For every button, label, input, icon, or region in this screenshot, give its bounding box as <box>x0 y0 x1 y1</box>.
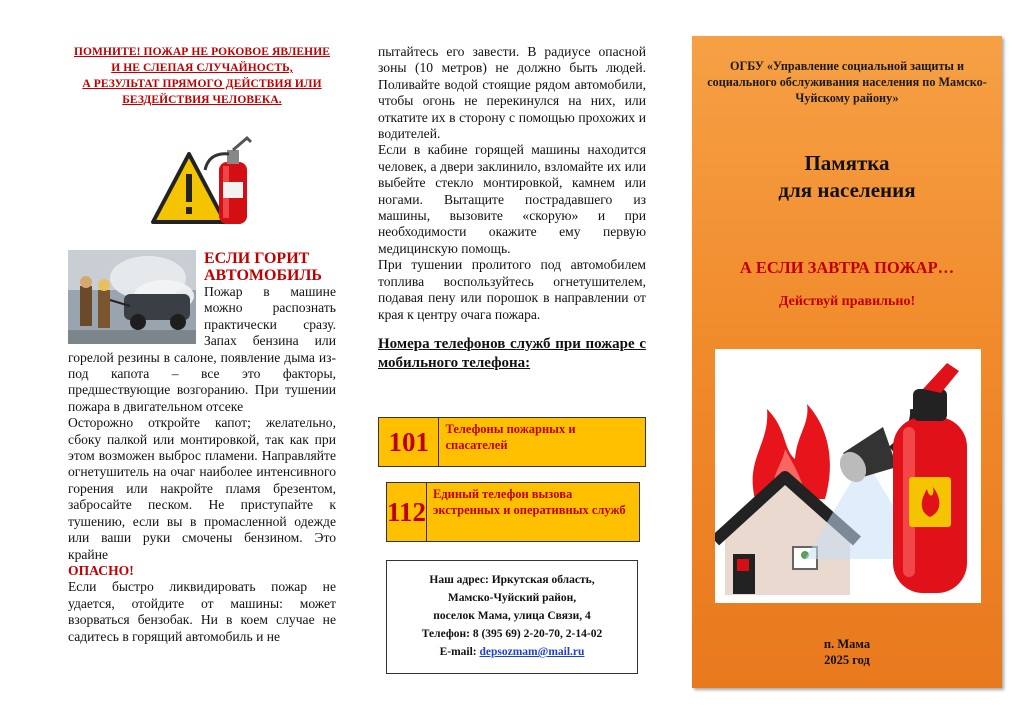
warning-extinguisher-icon <box>147 122 257 232</box>
year: 2025 год <box>824 653 870 667</box>
phones-title: Номера телефонов служб при пожаре с мобильного телефона: <box>378 335 646 371</box>
car-paragraph-2 <box>68 415 336 563</box>
left-column <box>68 44 336 645</box>
warning-line: И НЕ СЛЕПАЯ СЛУЧАЙНОСТЬ, <box>111 62 293 74</box>
address-email-row <box>387 643 637 661</box>
organization-name: ОГБУ «Управление социальной защиты и социального обслуживания населения по Мамско-Чуйскому району» <box>707 59 987 105</box>
car-title-line: ЕСЛИ ГОРИТ <box>204 250 310 267</box>
cover-headline: А ЕСЛИ ЗАВТРА ПОЖАР… <box>739 258 955 277</box>
address-line: Мамско-Чуйский район, <box>447 592 577 604</box>
email-link[interactable]: depsozmam@mail.ru <box>479 646 585 658</box>
memo-title <box>692 150 1002 204</box>
cover-footer <box>692 636 1002 668</box>
address-line: поселок Мама, улица Связи, 4 <box>433 610 591 622</box>
warning-heading <box>68 44 336 108</box>
house-fire-extinguisher-illustration <box>715 349 981 603</box>
memo-title-line: для населения <box>778 178 916 202</box>
car-fire-section <box>68 250 336 645</box>
middle-column <box>378 44 646 373</box>
car-title-line: АВТОМОБИЛЬ <box>204 267 322 284</box>
middle-paragraph-3: При тушении пролитого под автомобилем топлива воспользуйтесь огнетушителем, подавая пену или порошок в направлении от края к центру очага пожара. <box>378 257 646 322</box>
car-paragraph-1: Пожар в машине можно распознать практически сразу. Запах бензина или горелой резины в салоне, появление дыма из-под капота – все это факторы, предшествующие возгоранию. При тушении пожара в двигательном отсеке <box>68 284 336 414</box>
address-line: Наш адрес: Иркутская область, <box>429 574 595 586</box>
phone-number: 112 <box>387 483 427 541</box>
email-label: E-mail: <box>439 646 477 658</box>
car-paragraph-3: Если быстро ликвидировать пожар не удается, отойдите от машины: может взорваться бензобак. Ни в коем случае не садитесь в горящий автомобиль и не <box>68 579 336 644</box>
warning-line: БЕЗДЕЙСТВИЯ ЧЕЛОВЕКА. <box>122 94 282 106</box>
warning-line: А РЕЗУЛЬТАТ ПРЯМОГО ДЕЙСТВИЯ ИЛИ <box>82 78 322 90</box>
burning-car-photo <box>68 250 196 344</box>
phone-label: Телефоны пожарных и спасателей <box>445 422 576 452</box>
danger-label: ОПАСНО! <box>68 562 134 578</box>
place-name: п. Мама <box>823 637 871 651</box>
memo-title-line: Памятка <box>804 151 890 175</box>
warning-line: ПОМНИТЕ! ПОЖАР НЕ РОКОВОЕ ЯВЛЕНИЕ <box>73 46 331 58</box>
phone-number: 101 <box>379 418 439 466</box>
phone-label: Единый телефон вызова экстренных и оперативных служб <box>433 487 626 517</box>
car-paragraph-2-text: Осторожно откройте капот; желательно, сбоку палкой или монтировкой, так как при этом возможен выброс пламени. Направляйте огнетушитель на очаг наиболее интенсивного горения или накройте пламя брезентом, забросайте песком. Не приступайте к тушению, если вы в промасленной одежде или ваши руки смочены бензином. Это крайне <box>68 415 336 562</box>
cover-panel <box>692 36 1002 688</box>
middle-paragraph-2: Если в кабине горящей машины находится человек, а двери заклинило, взломайте их или выбейте стекло монтировкой, камнем или ногами. Вытащите пострадавшего из машины, вызовите «скорую» и при необходимости окажите ему первую медицинскую помощь. <box>378 142 646 256</box>
phone-box-101 <box>378 417 646 467</box>
address-box <box>386 560 638 674</box>
address-phone: Телефон: 8 (395 69) 2-20-70, 2-14-02 <box>421 628 603 640</box>
phone-box-112 <box>386 482 640 542</box>
middle-paragraph-1: пытайтесь его завести. В радиусе опасной зоны (10 метров) не должно быть людей. Поливайте водой стоящие рядом автомобили, чтобы огонь не перекинулся на них, или откатите их в сторону с помощью прохожих и водителей. <box>378 44 646 142</box>
cover-slogan: Действуй правильно! <box>778 294 916 309</box>
